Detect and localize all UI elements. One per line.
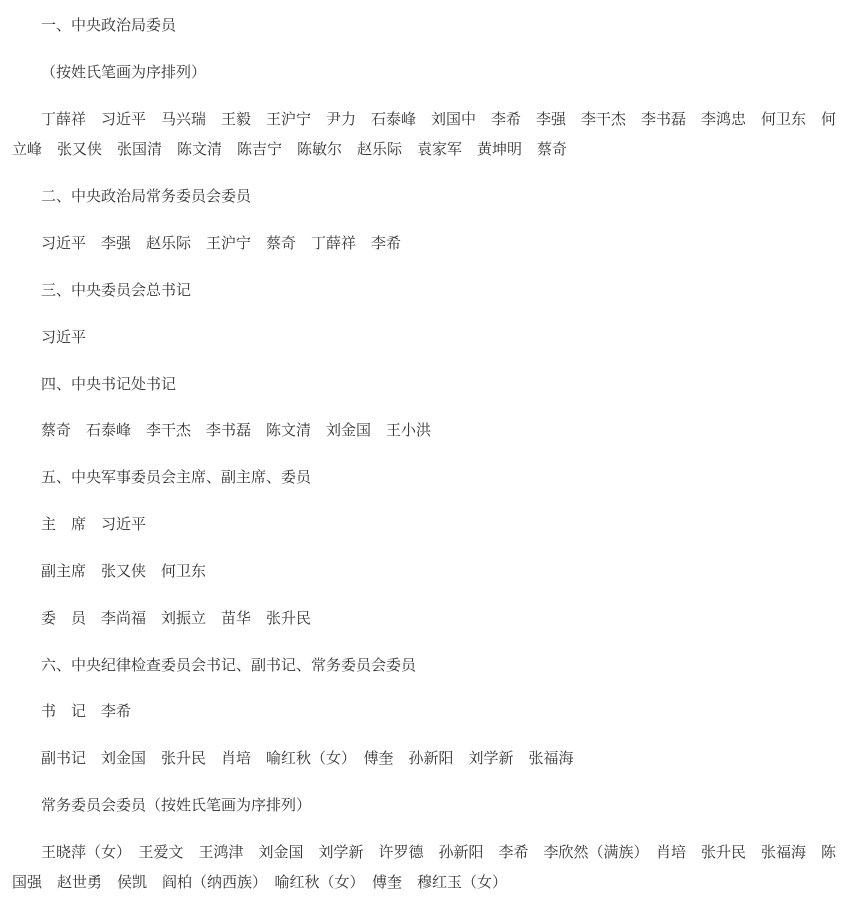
- general-secretary-name: 习近平: [41, 328, 87, 346]
- section-heading-standing-committee: 二、中央政治局常务委员会委员: [41, 187, 252, 205]
- discipline-standing-committee-list: 王晓萍（女） 王爱文 王鸿津 刘金国 刘学新 许罗德 孙新阳 李希 李欣然（满族） 肖培 张升民 张福海 陈国强 赵世勇 侯凯 阎柏（纳西族） 喻红秋（女） 傅奎 穆红玉（女）: [12, 843, 837, 891]
- section-heading-secretariat: 四、中央书记处书记: [41, 375, 177, 393]
- ordering-note: （按姓氏笔画为序排列）: [41, 63, 207, 81]
- secretariat-list: 蔡奇 石泰峰 李干杰 李书磊 陈文清 刘金国 王小洪: [41, 421, 432, 439]
- military-commission-vice-chairmen: 副主席 张又侠 何卫东: [41, 562, 207, 580]
- section-heading-politburo-members: 一、中央政治局委员: [41, 16, 177, 34]
- politburo-member-list: 丁薛祥 习近平 马兴瑞 王毅 王沪宁 尹力 石泰峰 刘国中 李希 李强 李干杰 李书磊 李鸿忠 何卫东 何立峰 张又侠 张国清 陈文清 陈吉宁 陈敏尔 赵乐际 袁家军 黄坤明 蔡奇: [12, 110, 837, 158]
- section-heading-military-commission: 五、中央军事委员会主席、副主席、委员: [41, 468, 312, 486]
- military-commission-members: 委 员 李尚福 刘振立 苗华 张升民: [41, 609, 312, 627]
- discipline-deputy-secretaries: 副书记 刘金国 张升民 肖培 喻红秋（女） 傅奎 孙新阳 刘学新 张福海: [41, 749, 574, 767]
- section-heading-discipline-commission: 六、中央纪律检查委员会书记、副书记、常务委员会委员: [41, 656, 417, 674]
- discipline-standing-committee-heading: 常务委员会委员（按姓氏笔画为序排列）: [41, 796, 312, 814]
- section-heading-general-secretary: 三、中央委员会总书记: [41, 281, 192, 299]
- discipline-secretary: 书 记 李希: [41, 702, 132, 720]
- military-commission-chairman: 主 席 习近平: [41, 515, 147, 533]
- standing-committee-list: 习近平 李强 赵乐际 王沪宁 蔡奇 丁薛祥 李希: [41, 234, 402, 252]
